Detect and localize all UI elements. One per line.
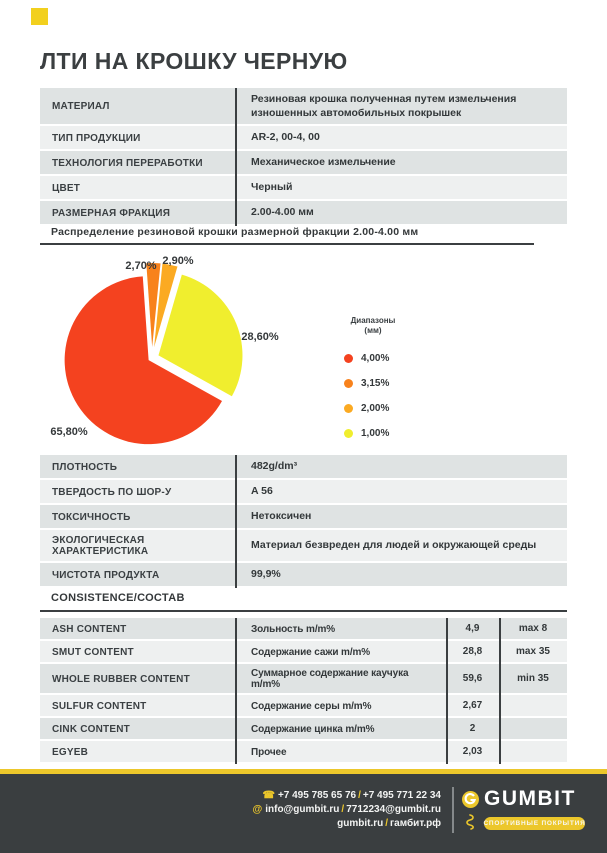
component-description: Суммарное содержание каучука m/m%: [251, 668, 409, 690]
table-row: [40, 88, 567, 124]
table-row: [40, 563, 567, 586]
table-row: [40, 718, 567, 739]
component-description: Прочее: [251, 746, 287, 758]
phone-number: +7 495 785 65 76: [277, 790, 357, 801]
phone-icon: ☎: [262, 790, 275, 801]
column-divider: [235, 88, 237, 226]
component-description: Содержание сажи m/m%: [251, 646, 371, 658]
website-line: [252, 817, 441, 831]
row-value: 482g/dm³: [251, 460, 298, 473]
row-value: Резиновая крошка полученная путем измельчения изношенных автомобильных покрышек: [251, 93, 517, 119]
row-label: ПЛОТНОСТЬ: [52, 461, 118, 473]
component-value: 28,8: [462, 646, 483, 657]
brand-corner-accent: [31, 8, 48, 25]
email-address: info@gumbit.ru: [265, 804, 340, 815]
row-value: Механическое измельчение: [251, 156, 396, 169]
legend-dot: [344, 379, 353, 388]
row-label: ТОКСИЧНОСТЬ: [52, 511, 131, 523]
row-value: Нетоксичен: [251, 510, 312, 523]
pie-percent-label: 2,90%: [162, 255, 194, 267]
legend-title-line2: (мм): [364, 326, 382, 335]
row-label: ЦВЕТ: [52, 182, 81, 194]
row-value: 2.00-4.00 мм: [251, 206, 314, 219]
row-label: ТИП ПРОДУКЦИИ: [52, 132, 141, 144]
component-name: ASH CONTENT: [52, 623, 127, 635]
table-row: [40, 151, 567, 174]
row-label: ТЕХНОЛОГИЯ ПЕРЕРАБОТКИ: [52, 157, 203, 169]
row-value: Черный: [251, 181, 293, 194]
legend-label: 1,00%: [361, 427, 390, 439]
component-name: WHOLE RUBBER CONTENT: [52, 673, 190, 685]
footer-divider: [452, 787, 454, 833]
column-divider: [446, 618, 448, 764]
page-title: ЛТИ НА КРОШКУ ЧЕРНУЮ: [40, 48, 348, 74]
component-value: 4,9: [465, 623, 480, 634]
component-name: CINK CONTENT: [52, 723, 130, 735]
component-value: 2,67: [462, 700, 483, 711]
section-rule: [40, 243, 534, 245]
table-row: [40, 176, 567, 199]
pie-percent-label: 2,70%: [125, 260, 157, 272]
row-value: A 56: [251, 485, 273, 498]
row-label: МАТЕРИАЛ: [52, 101, 110, 113]
row-value: AR-2, 00-4, 00: [251, 131, 320, 144]
section-rule: [40, 610, 567, 612]
pie-chart-area: [0, 250, 607, 462]
separator-slash: /: [358, 790, 361, 801]
email-line: [252, 803, 441, 817]
component-limit: max 35: [516, 646, 550, 657]
table-row: [40, 480, 567, 503]
component-limit: min 35: [517, 673, 549, 684]
legend-label: 2,00%: [361, 402, 390, 414]
composition-heading: CONSISTENCE/СОСТАВ: [51, 592, 185, 604]
separator-slash: /: [385, 818, 389, 829]
legend-item: [344, 402, 389, 414]
pie-percent-label: 65,80%: [50, 426, 88, 438]
legend-item: [344, 377, 389, 389]
column-divider: [499, 618, 501, 764]
component-value: 59,6: [462, 673, 483, 684]
table-row: [40, 455, 567, 478]
phone-line: [252, 789, 441, 803]
row-label: ЧИСТОТА ПРОДУКТА: [52, 569, 160, 581]
component-value: 2: [469, 723, 476, 734]
row-label: РАЗМЕРНАЯ ФРАКЦИЯ: [52, 207, 171, 219]
table-row: [40, 641, 567, 662]
component-limit: max 8: [518, 623, 548, 634]
website: гамбит.рф: [390, 818, 441, 829]
table-row: [40, 505, 567, 528]
properties-table: [40, 88, 567, 226]
component-value: 2,03: [462, 746, 483, 757]
row-value: 99,9%: [251, 568, 281, 581]
at-icon: @: [252, 804, 263, 815]
table-row: [40, 664, 567, 693]
row-label: ТВЕРДОСТЬ ПО ШОР-У: [52, 486, 172, 498]
footer: [0, 774, 607, 853]
component-name: SMUT CONTENT: [52, 646, 134, 658]
composition-table: [40, 618, 567, 764]
website: gumbit.ru: [337, 818, 384, 829]
contact-block: [252, 789, 441, 831]
phone-number: +7 495 771 22 34: [362, 790, 441, 801]
component-description: Зольность m/m%: [251, 623, 336, 635]
component-description: Содержание цинка m/m%: [251, 723, 375, 735]
pie-percent-label: 28,60%: [241, 331, 279, 343]
legend-dot: [344, 354, 353, 363]
brand-wordmark: GUMBIT: [484, 787, 576, 810]
legend-title-line1: Диапазоны: [350, 316, 396, 325]
table-row: [40, 530, 567, 561]
legend-title: [340, 316, 406, 336]
component-name: EGYEB: [52, 746, 89, 758]
physical-properties-table: [40, 455, 567, 588]
legend-label: 4,00%: [361, 352, 390, 364]
component-description: Содержание серы m/m%: [251, 700, 372, 712]
gumbit-logo-icon: [462, 791, 479, 808]
chart-section-title: Распределение резиновой крошки размерной фракции 2.00-4.00 мм: [51, 226, 419, 238]
row-value: Материал безвреден для людей и окружающей среды: [251, 539, 537, 552]
legend-dot: [344, 404, 353, 413]
column-divider: [235, 618, 237, 764]
row-label: ЭКОЛОГИЧЕСКАЯ ХАРАКТЕРИСТИКА: [52, 535, 149, 557]
separator-slash: /: [341, 804, 345, 815]
table-row: [40, 618, 567, 639]
legend-dot: [344, 429, 353, 438]
email-address: 7712234@gumbit.ru: [346, 804, 441, 815]
legend-item: [344, 427, 389, 439]
column-divider: [235, 455, 237, 588]
legend-label: 3,15%: [361, 377, 390, 389]
table-row: [40, 201, 567, 224]
spring-icon: [465, 814, 475, 830]
table-row: [40, 126, 567, 149]
legend-item: [344, 352, 389, 364]
brand-tagline-pill: СПОРТИВНЫЕ ПОКРЫТИЯ: [484, 817, 585, 830]
component-name: SULFUR CONTENT: [52, 700, 147, 712]
table-row: [40, 695, 567, 716]
table-row: [40, 741, 567, 762]
